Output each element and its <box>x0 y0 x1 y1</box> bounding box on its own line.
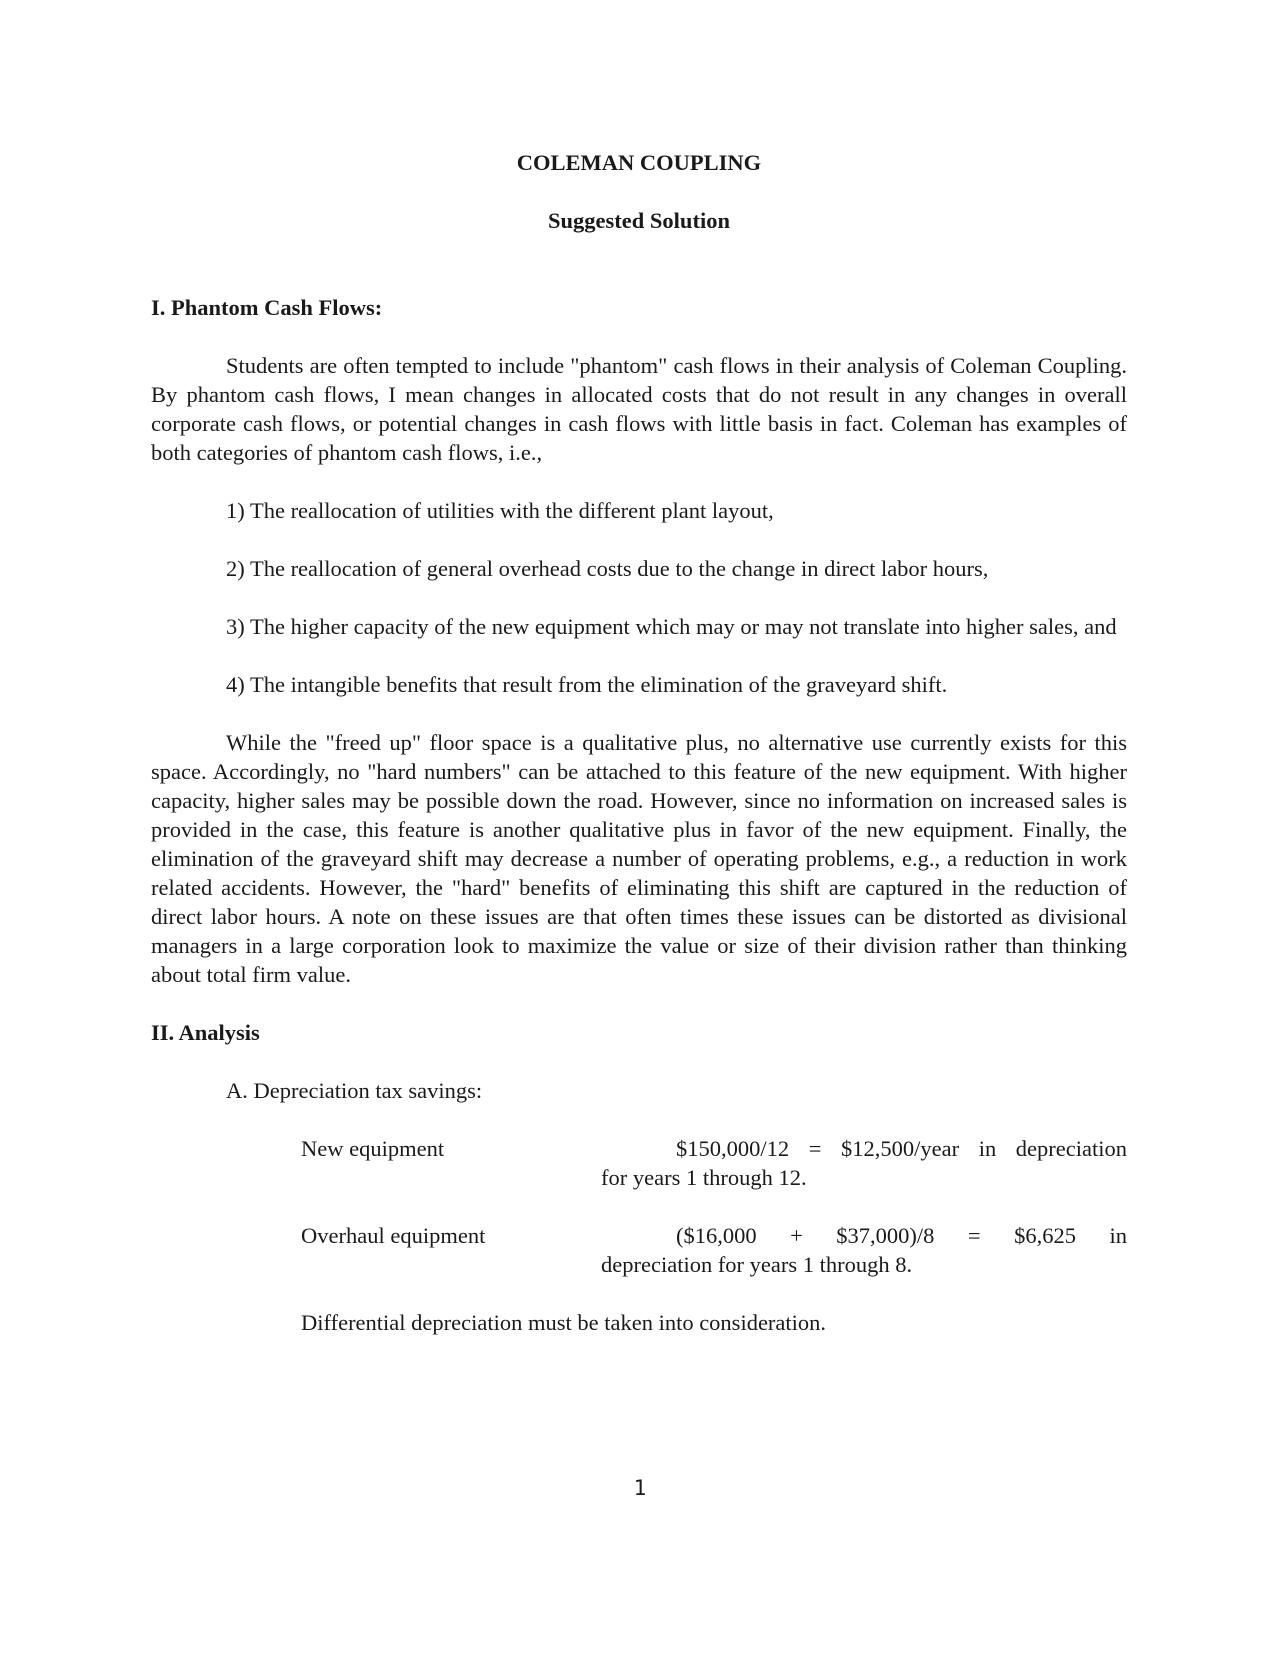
depreciation-formula: $150,000/12 = $12,500/year in depreciation <box>676 1136 1127 1161</box>
document-title: COLEMAN COUPLING <box>516 150 762 175</box>
list-item: 4) The intangible benefits that result from the elimination of the graveyard shift. <box>226 672 948 697</box>
depreciation-label: Overhaul equipment <box>301 1223 486 1248</box>
document-page <box>151 148 1127 1337</box>
list-item: 1) The reallocation of utilities with the different plant layout, <box>226 498 774 523</box>
depreciation-label: New equipment <box>301 1136 445 1161</box>
subheading-depreciation-tax-savings: A. Depreciation tax savings: <box>226 1078 483 1103</box>
document-subtitle: Suggested Solution <box>548 208 730 233</box>
intro-paragraph: Students are often tempted to include "phantom" cash flows in their analysis of Coleman Coupling. By phantom cash flows, I mean changes in allocated costs that do not result in any changes in overall corporate cash flows, or potential changes in cash flows with little basis in fact. Coleman has examples of both categories of phantom cash flows, i.e., <box>151 353 1127 465</box>
depreciation-period: depreciation for years 1 through 8. <box>601 1252 913 1277</box>
section-heading-phantom-cash-flows: I. Phantom Cash Flows: <box>151 295 383 320</box>
depreciation-note: Differential depreciation must be taken into consideration. <box>301 1310 827 1335</box>
page-number: 1 <box>633 1476 647 1500</box>
depreciation-block <box>151 1134 1127 1337</box>
depreciation-value <box>601 1134 1127 1192</box>
phantom-cash-flow-list <box>151 496 1127 699</box>
discussion-paragraph: While the "freed up" floor space is a qualitative plus, no alternative use currently exists for this space. Accordingly, no "hard numbers" can be attached to this feature of the new equipment. With higher capacity, higher sales may be possible down the road. However, since no information on increased sales is provided in the case, this feature is another qualitative plus in favor of the new equipment. Finally, the elimination of the graveyard shift may decrease a number of operating problems, e.g., a reduction in work related accidents. However, the "hard" benefits of eliminating this shift are captured in the reduction of direct labor hours. A note on these issues are that often times these issues can be distorted as divisional managers in a large corporation look to maximize the value or size of their division rather than thinking about total firm value. <box>151 730 1127 987</box>
depreciation-formula: ($16,000 + $37,000)/8 = $6,625 in <box>676 1223 1127 1248</box>
depreciation-row-new-equipment <box>301 1134 1127 1192</box>
depreciation-row-overhaul-equipment <box>301 1221 1127 1279</box>
list-item: 3) The higher capacity of the new equipment which may or may not translate into higher sales, and <box>226 614 1117 639</box>
section-heading-analysis: II. Analysis <box>151 1020 260 1045</box>
depreciation-period: for years 1 through 12. <box>601 1165 807 1190</box>
list-item: 2) The reallocation of general overhead costs due to the change in direct labor hours, <box>226 556 989 581</box>
depreciation-value <box>601 1221 1127 1279</box>
